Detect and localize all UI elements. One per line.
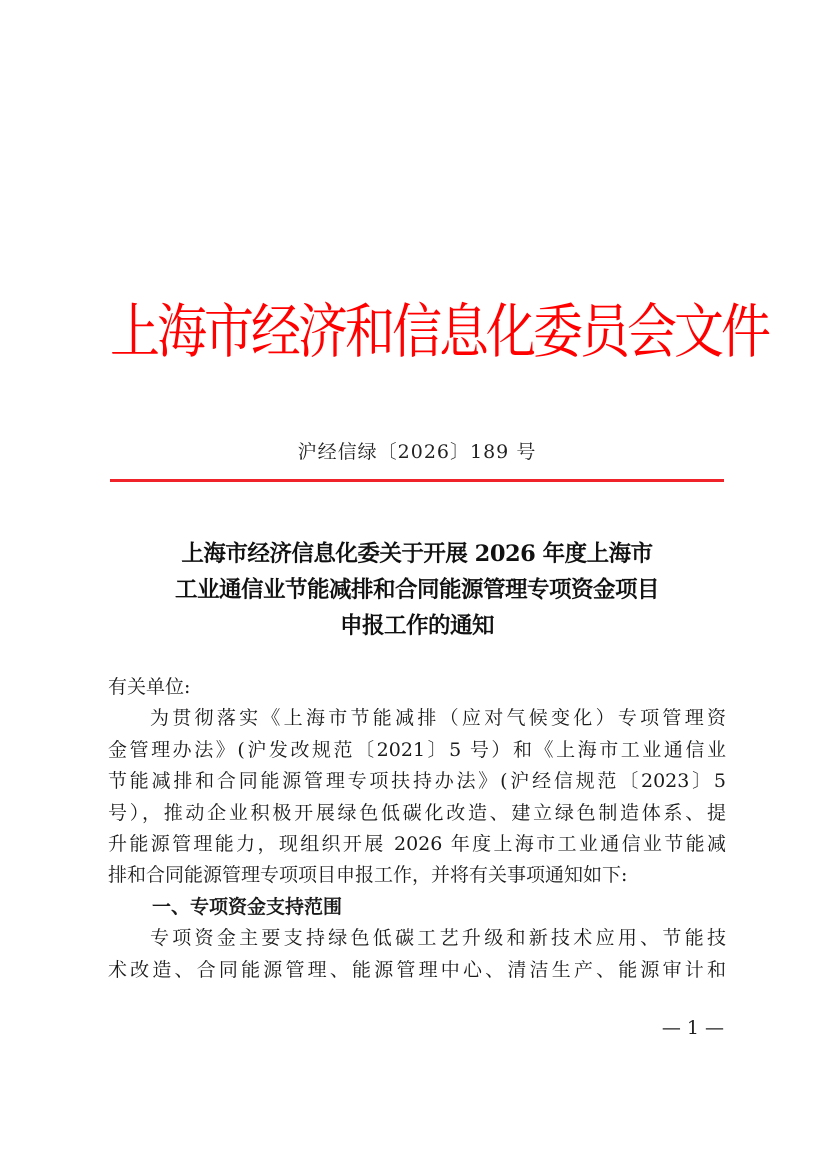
paragraph-line: 排和合同能源管理专项项目申报工作，并将有关事项通知如下: — [108, 864, 628, 887]
document-number: 沪经信绿〔2026〕189 号 — [297, 441, 537, 463]
page-number: — 1 — — [661, 1017, 724, 1039]
title-line: 上海市经济信息化委关于开展 2026 年度上海市 — [181, 541, 653, 567]
paragraph-line: 术改造、合同能源管理、能源管理中心、清洁生产、能源审计和 — [108, 958, 726, 981]
paragraph-line: 升能源管理能力，现组织开展 2026 年度上海市工业通信业节能减 — [108, 832, 726, 855]
paragraph-line: 为贯彻落实《上海市节能减排（应对气候变化）专项管理资 — [150, 707, 726, 730]
issuing-authority-banner: 上海市经济和信息化委员会文件 — [110, 297, 768, 367]
paragraph-line: 节能减排和合同能源管理专项扶持办法》(沪经信规范〔2023〕5 — [108, 770, 726, 793]
paragraph-line: 金管理办法》(沪发改规范〔2021〕5 号）和《上海市工业通信业 — [108, 738, 726, 761]
section-heading: 一、专项资金支持范围 — [152, 895, 343, 918]
title-line: 工业通信业节能减排和合同能源管理专项资金项目 — [174, 577, 659, 603]
notice-body — [108, 672, 726, 986]
paragraph-line: 号），推动企业积极开展绿色低碳化改造、建立绿色制造体系、提 — [108, 801, 726, 824]
title-line: 申报工作的通知 — [339, 613, 494, 639]
notice-title — [110, 536, 724, 644]
salutation: 有关单位: — [108, 676, 191, 698]
paragraph-line: 专项资金主要支持绿色低碳工艺升级和新技术应用、节能技 — [150, 927, 726, 950]
red-divider-line — [110, 479, 724, 482]
